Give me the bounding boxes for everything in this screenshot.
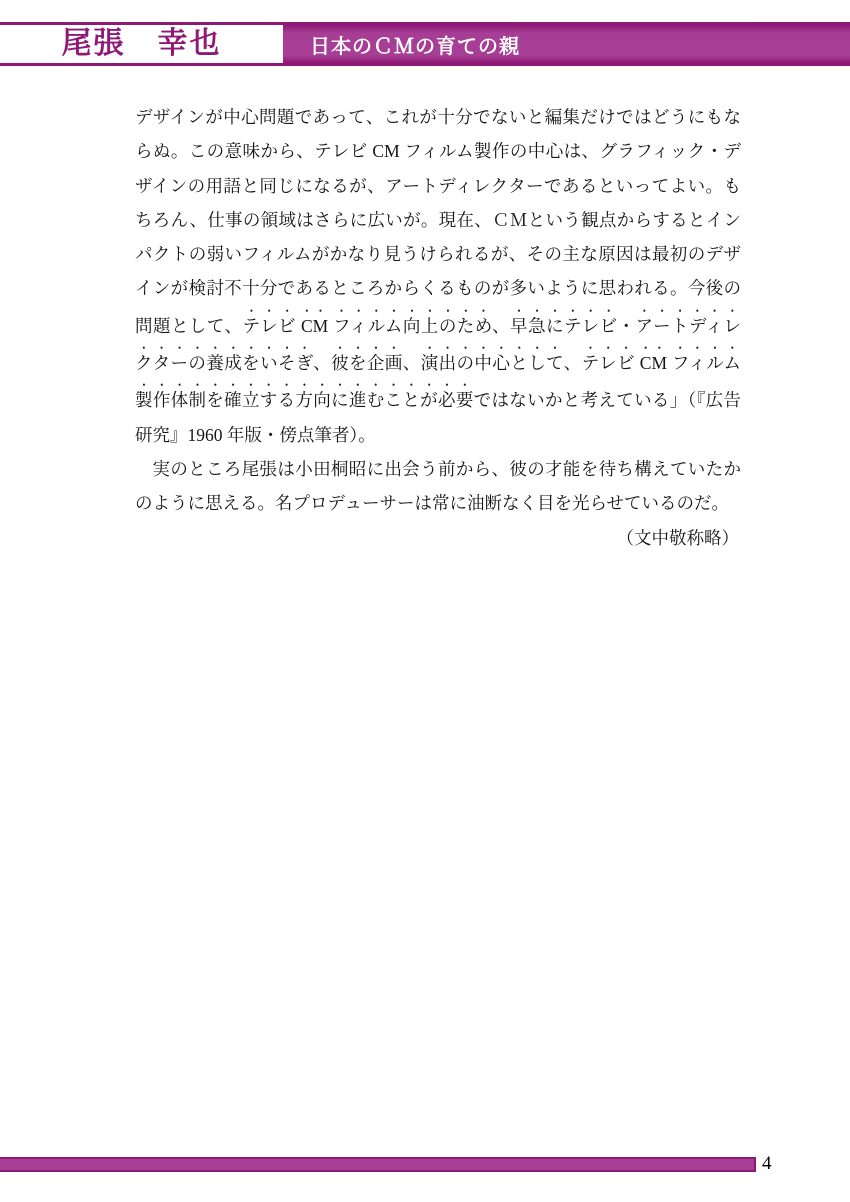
paragraph-1-post: ではないかと考えている」（『広告研究』1960 年版・傍点筆者）。 — [135, 390, 742, 445]
title-banner — [283, 25, 850, 63]
footer-bar — [0, 1157, 756, 1172]
emphasized-passage: テレビ CM フィルム向上のため、早急にテレビ・アートディレクターの養成をいそぎ、彼を企画、演出の中心として、テレビ CM フィルム製作体制を確立する方向に進むことが必要 — [135, 315, 741, 411]
attribution-line: （文中敬称略） — [616, 527, 739, 548]
author-name: 尾張 幸也 — [61, 27, 222, 60]
page-number: 4 — [762, 1153, 772, 1174]
author-name-box — [0, 25, 283, 63]
body-text — [135, 100, 741, 555]
banner-title: 日本のＣＭの育ての親 — [310, 35, 520, 58]
page-header — [0, 22, 850, 66]
paragraph-2: 実のところ尾張は小田桐昭に出会う前から、彼の才能を待ち構えていたかのように思える。名プロデューサーは常に油断なく目を光らせているのだ。 — [135, 458, 741, 514]
paragraph-1 — [135, 100, 741, 452]
paragraph-1-pre: デザインが中心問題であって、これが十分でないと編集だけではどうにもならぬ。この意味から、テレビ CM フィルム製作の中心は、グラフィック・デザインの用語と同じになるが、アートディレクターであるといってよい。もちろん、仕事の領域はさらに広いが。現在、ＣＭという観点からするとインパクトの弱いフィルムがかなり見うけられるが、その主な原因は最初のデザインが検討不十分であるところからくるものが多いように思われる。今後の問題として、 — [135, 107, 741, 336]
